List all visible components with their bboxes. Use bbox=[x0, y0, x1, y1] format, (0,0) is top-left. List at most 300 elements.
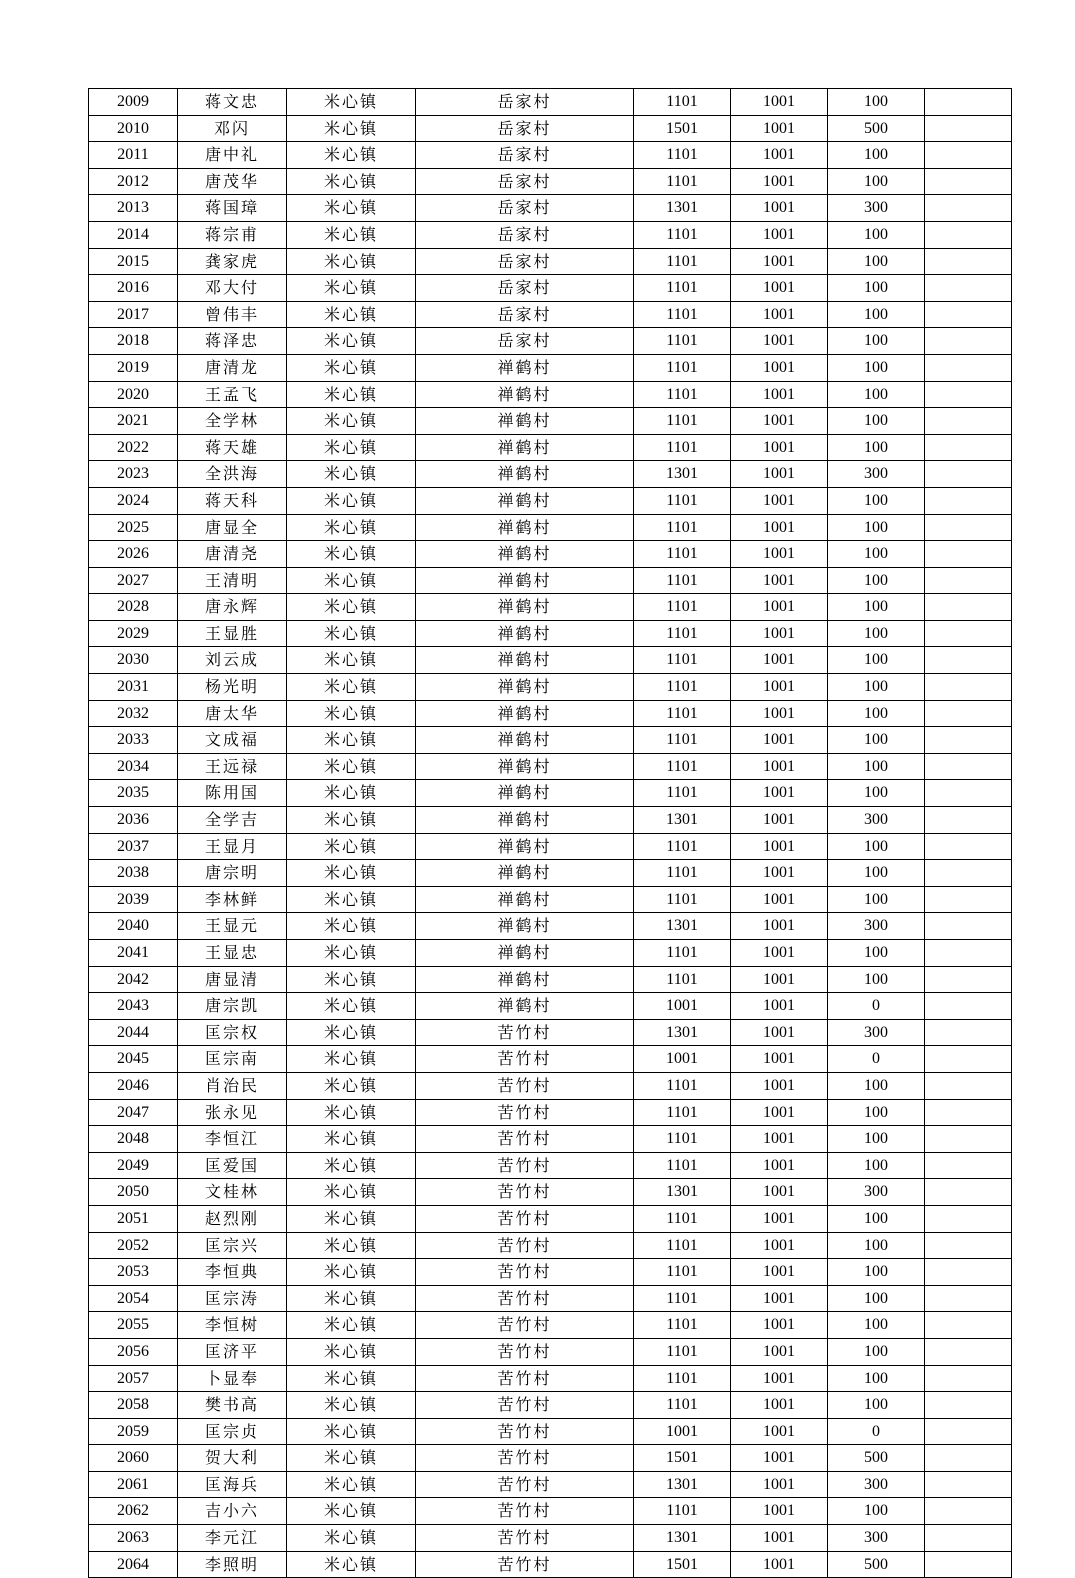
table-cell: 禅鹤村 bbox=[416, 434, 634, 461]
table-cell: 100 bbox=[828, 1365, 925, 1392]
table-row bbox=[89, 780, 1012, 807]
table-cell: 1001 bbox=[731, 913, 828, 940]
table-cell: 1001 bbox=[731, 142, 828, 169]
table-cell: 龚家虎 bbox=[178, 248, 287, 275]
table-cell bbox=[925, 1418, 1012, 1445]
table-cell: 1101 bbox=[634, 1498, 731, 1525]
table-cell: 全学林 bbox=[178, 408, 287, 435]
table-cell: 2025 bbox=[89, 514, 178, 541]
table-cell: 300 bbox=[828, 1525, 925, 1552]
table-cell: 全洪海 bbox=[178, 461, 287, 488]
table-cell: 苦竹村 bbox=[416, 1551, 634, 1578]
table-cell: 禅鹤村 bbox=[416, 780, 634, 807]
table-cell: 禅鹤村 bbox=[416, 487, 634, 514]
table-cell: 1001 bbox=[731, 434, 828, 461]
table-cell: 1001 bbox=[731, 833, 828, 860]
table-cell: 1101 bbox=[634, 221, 731, 248]
table-cell: 蒋国璋 bbox=[178, 195, 287, 222]
table-cell: 2049 bbox=[89, 1152, 178, 1179]
table-cell: 禅鹤村 bbox=[416, 567, 634, 594]
table-cell: 2055 bbox=[89, 1312, 178, 1339]
table-cell: 苦竹村 bbox=[416, 1525, 634, 1552]
table-cell: 禅鹤村 bbox=[416, 594, 634, 621]
table-cell: 匡济平 bbox=[178, 1338, 287, 1365]
table-cell: 2026 bbox=[89, 541, 178, 568]
table-cell: 2059 bbox=[89, 1418, 178, 1445]
table-row bbox=[89, 1126, 1012, 1153]
table-cell: 禅鹤村 bbox=[416, 461, 634, 488]
table-row bbox=[89, 1072, 1012, 1099]
table-cell: 苦竹村 bbox=[416, 1205, 634, 1232]
table-cell: 2015 bbox=[89, 248, 178, 275]
table-cell: 100 bbox=[828, 1392, 925, 1419]
table-cell: 100 bbox=[828, 1099, 925, 1126]
table-cell bbox=[925, 354, 1012, 381]
table-cell bbox=[925, 381, 1012, 408]
table-cell: 1001 bbox=[731, 1179, 828, 1206]
table-cell: 2020 bbox=[89, 381, 178, 408]
table-cell: 300 bbox=[828, 461, 925, 488]
table-row bbox=[89, 381, 1012, 408]
table-cell: 1001 bbox=[731, 674, 828, 701]
table-cell: 1001 bbox=[731, 354, 828, 381]
table-cell: 苦竹村 bbox=[416, 1232, 634, 1259]
table-cell: 100 bbox=[828, 301, 925, 328]
table-cell: 100 bbox=[828, 594, 925, 621]
table-cell: 李林鲜 bbox=[178, 886, 287, 913]
table-row bbox=[89, 647, 1012, 674]
table-cell: 岳家村 bbox=[416, 301, 634, 328]
table-cell: 2041 bbox=[89, 940, 178, 967]
table-row bbox=[89, 674, 1012, 701]
table-cell: 2027 bbox=[89, 567, 178, 594]
table-cell: 1001 bbox=[731, 115, 828, 142]
table-cell: 2052 bbox=[89, 1232, 178, 1259]
table-cell: 1001 bbox=[731, 886, 828, 913]
table-cell: 1101 bbox=[634, 89, 731, 116]
table-cell: 肖治民 bbox=[178, 1072, 287, 1099]
table-cell: 1001 bbox=[731, 700, 828, 727]
table-cell: 苦竹村 bbox=[416, 1471, 634, 1498]
table-cell bbox=[925, 461, 1012, 488]
table-cell bbox=[925, 647, 1012, 674]
table-cell: 100 bbox=[828, 487, 925, 514]
table-cell: 1001 bbox=[731, 1152, 828, 1179]
table-cell: 1101 bbox=[634, 328, 731, 355]
table-cell: 1101 bbox=[634, 142, 731, 169]
table-cell: 1001 bbox=[731, 381, 828, 408]
table-cell: 米心镇 bbox=[287, 381, 416, 408]
table-cell bbox=[925, 1525, 1012, 1552]
table-cell: 米心镇 bbox=[287, 221, 416, 248]
table-cell: 苦竹村 bbox=[416, 1365, 634, 1392]
table-cell: 苦竹村 bbox=[416, 1418, 634, 1445]
table-cell: 贺大利 bbox=[178, 1445, 287, 1472]
table-cell: 1001 bbox=[731, 1525, 828, 1552]
table-row bbox=[89, 142, 1012, 169]
table-cell: 100 bbox=[828, 940, 925, 967]
table-cell: 300 bbox=[828, 1179, 925, 1206]
table-cell: 米心镇 bbox=[287, 89, 416, 116]
table-cell: 2062 bbox=[89, 1498, 178, 1525]
table-cell bbox=[925, 966, 1012, 993]
table-cell: 匡海兵 bbox=[178, 1471, 287, 1498]
table-cell: 苦竹村 bbox=[416, 1152, 634, 1179]
table-cell: 米心镇 bbox=[287, 354, 416, 381]
table-cell: 1301 bbox=[634, 1525, 731, 1552]
table-cell: 2046 bbox=[89, 1072, 178, 1099]
table-cell bbox=[925, 434, 1012, 461]
table-row bbox=[89, 753, 1012, 780]
table-cell: 岳家村 bbox=[416, 89, 634, 116]
table-cell: 1101 bbox=[634, 1072, 731, 1099]
table-cell: 米心镇 bbox=[287, 1365, 416, 1392]
table-cell: 1101 bbox=[634, 1365, 731, 1392]
table-cell: 文桂林 bbox=[178, 1179, 287, 1206]
table-cell: 米心镇 bbox=[287, 1126, 416, 1153]
table-cell: 王显元 bbox=[178, 913, 287, 940]
table-cell: 曾伟丰 bbox=[178, 301, 287, 328]
table-row bbox=[89, 1365, 1012, 1392]
table-row bbox=[89, 1338, 1012, 1365]
table-cell bbox=[925, 301, 1012, 328]
table-cell: 500 bbox=[828, 115, 925, 142]
table-cell bbox=[925, 860, 1012, 887]
table-cell: 李恒江 bbox=[178, 1126, 287, 1153]
table-cell: 2021 bbox=[89, 408, 178, 435]
table-row bbox=[89, 487, 1012, 514]
table-cell: 1101 bbox=[634, 514, 731, 541]
table-cell: 2031 bbox=[89, 674, 178, 701]
table-cell: 1001 bbox=[731, 195, 828, 222]
table-row bbox=[89, 1471, 1012, 1498]
table-cell: 1001 bbox=[731, 275, 828, 302]
table-row bbox=[89, 1445, 1012, 1472]
table-cell: 1101 bbox=[634, 700, 731, 727]
table-cell: 0 bbox=[828, 993, 925, 1020]
table-cell: 王显忠 bbox=[178, 940, 287, 967]
table-cell: 岳家村 bbox=[416, 275, 634, 302]
table-cell bbox=[925, 833, 1012, 860]
table-cell: 1001 bbox=[731, 487, 828, 514]
table-cell: 岳家村 bbox=[416, 168, 634, 195]
table-cell: 1101 bbox=[634, 1126, 731, 1153]
table-cell: 米心镇 bbox=[287, 940, 416, 967]
table-cell: 2056 bbox=[89, 1338, 178, 1365]
table-cell bbox=[925, 807, 1012, 834]
table-cell: 全学吉 bbox=[178, 807, 287, 834]
table-cell: 张永见 bbox=[178, 1099, 287, 1126]
table-cell: 1001 bbox=[731, 567, 828, 594]
table-cell: 唐永辉 bbox=[178, 594, 287, 621]
table-cell: 1301 bbox=[634, 913, 731, 940]
table-cell: 米心镇 bbox=[287, 1551, 416, 1578]
table-cell: 2024 bbox=[89, 487, 178, 514]
table-cell: 樊书高 bbox=[178, 1392, 287, 1419]
table-cell: 1001 bbox=[731, 647, 828, 674]
table-cell: 米心镇 bbox=[287, 993, 416, 1020]
table-cell: 2048 bbox=[89, 1126, 178, 1153]
table-row bbox=[89, 1392, 1012, 1419]
table-row bbox=[89, 1019, 1012, 1046]
table-cell: 1101 bbox=[634, 647, 731, 674]
table-cell: 1101 bbox=[634, 275, 731, 302]
table-row bbox=[89, 1046, 1012, 1073]
table-cell: 禅鹤村 bbox=[416, 807, 634, 834]
table-cell: 2060 bbox=[89, 1445, 178, 1472]
table-row bbox=[89, 1551, 1012, 1578]
table-cell: 岳家村 bbox=[416, 221, 634, 248]
table-cell: 1101 bbox=[634, 1099, 731, 1126]
table-cell: 2032 bbox=[89, 700, 178, 727]
table-cell: 唐清龙 bbox=[178, 354, 287, 381]
table-cell: 1301 bbox=[634, 195, 731, 222]
table-cell bbox=[925, 1072, 1012, 1099]
table-cell: 2034 bbox=[89, 753, 178, 780]
table-cell: 100 bbox=[828, 700, 925, 727]
table-cell: 苦竹村 bbox=[416, 1046, 634, 1073]
table-cell: 100 bbox=[828, 1285, 925, 1312]
table-cell: 李恒树 bbox=[178, 1312, 287, 1339]
table-cell: 100 bbox=[828, 168, 925, 195]
table-cell: 1101 bbox=[634, 168, 731, 195]
table-row bbox=[89, 1205, 1012, 1232]
table-cell bbox=[925, 753, 1012, 780]
table-row bbox=[89, 1525, 1012, 1552]
table-cell: 1001 bbox=[731, 594, 828, 621]
table-cell: 1001 bbox=[731, 1445, 828, 1472]
table-cell: 米心镇 bbox=[287, 195, 416, 222]
table-cell: 1101 bbox=[634, 487, 731, 514]
table-cell bbox=[925, 142, 1012, 169]
table-cell: 1001 bbox=[731, 248, 828, 275]
table-cell: 1001 bbox=[731, 1312, 828, 1339]
table-row bbox=[89, 408, 1012, 435]
table-row bbox=[89, 1312, 1012, 1339]
table-cell: 米心镇 bbox=[287, 1259, 416, 1286]
table-cell: 1001 bbox=[731, 993, 828, 1020]
table-cell: 米心镇 bbox=[287, 966, 416, 993]
table-cell: 1001 bbox=[731, 940, 828, 967]
table-cell: 500 bbox=[828, 1445, 925, 1472]
table-row bbox=[89, 461, 1012, 488]
table-cell: 2058 bbox=[89, 1392, 178, 1419]
table-cell: 杨光明 bbox=[178, 674, 287, 701]
table-row bbox=[89, 89, 1012, 116]
table-row bbox=[89, 833, 1012, 860]
table-cell: 1001 bbox=[731, 328, 828, 355]
table-cell: 300 bbox=[828, 807, 925, 834]
table-cell: 米心镇 bbox=[287, 168, 416, 195]
table-cell: 赵烈刚 bbox=[178, 1205, 287, 1232]
table-cell: 1001 bbox=[731, 1259, 828, 1286]
table-cell: 王清明 bbox=[178, 567, 287, 594]
table-cell bbox=[925, 115, 1012, 142]
table-cell: 100 bbox=[828, 833, 925, 860]
table-cell: 2042 bbox=[89, 966, 178, 993]
table-cell: 1101 bbox=[634, 1338, 731, 1365]
table-cell: 2023 bbox=[89, 461, 178, 488]
table-cell: 1101 bbox=[634, 940, 731, 967]
table-cell bbox=[925, 1285, 1012, 1312]
table-cell bbox=[925, 248, 1012, 275]
table-cell: 1001 bbox=[731, 1046, 828, 1073]
table-cell: 1101 bbox=[634, 1259, 731, 1286]
table-cell: 1101 bbox=[634, 1205, 731, 1232]
table-cell bbox=[925, 275, 1012, 302]
table-cell: 米心镇 bbox=[287, 647, 416, 674]
table-body bbox=[89, 89, 1012, 1578]
table-cell: 蒋宗甫 bbox=[178, 221, 287, 248]
table-cell: 禅鹤村 bbox=[416, 940, 634, 967]
table-cell: 1101 bbox=[634, 301, 731, 328]
table-cell: 1101 bbox=[634, 434, 731, 461]
table-cell: 2061 bbox=[89, 1471, 178, 1498]
table-cell: 李恒典 bbox=[178, 1259, 287, 1286]
table-cell: 100 bbox=[828, 434, 925, 461]
table-cell: 唐中礼 bbox=[178, 142, 287, 169]
table-cell: 1001 bbox=[731, 541, 828, 568]
table-cell: 1101 bbox=[634, 966, 731, 993]
table-cell: 米心镇 bbox=[287, 1392, 416, 1419]
table-cell: 米心镇 bbox=[287, 301, 416, 328]
table-cell bbox=[925, 674, 1012, 701]
table-cell: 王显胜 bbox=[178, 620, 287, 647]
table-cell: 苦竹村 bbox=[416, 1445, 634, 1472]
table-cell: 2016 bbox=[89, 275, 178, 302]
table-cell: 唐茂华 bbox=[178, 168, 287, 195]
table-row bbox=[89, 1179, 1012, 1206]
table-cell bbox=[925, 940, 1012, 967]
table-cell: 100 bbox=[828, 354, 925, 381]
table-cell bbox=[925, 1312, 1012, 1339]
table-cell: 1101 bbox=[634, 727, 731, 754]
table-row bbox=[89, 886, 1012, 913]
table-cell: 2043 bbox=[89, 993, 178, 1020]
table-cell: 2017 bbox=[89, 301, 178, 328]
table-cell: 米心镇 bbox=[287, 1418, 416, 1445]
table-cell: 100 bbox=[828, 727, 925, 754]
table-row bbox=[89, 301, 1012, 328]
table-cell bbox=[925, 1445, 1012, 1472]
table-cell: 禅鹤村 bbox=[416, 700, 634, 727]
table-cell: 1301 bbox=[634, 461, 731, 488]
table-cell: 米心镇 bbox=[287, 886, 416, 913]
table-cell: 100 bbox=[828, 647, 925, 674]
table-cell: 1001 bbox=[731, 1126, 828, 1153]
table-cell: 1001 bbox=[731, 1471, 828, 1498]
table-row bbox=[89, 221, 1012, 248]
table-cell: 1101 bbox=[634, 1392, 731, 1419]
table-cell: 米心镇 bbox=[287, 753, 416, 780]
table-cell bbox=[925, 1205, 1012, 1232]
table-cell: 米心镇 bbox=[287, 594, 416, 621]
table-cell: 1001 bbox=[634, 1418, 731, 1445]
table-cell bbox=[925, 195, 1012, 222]
table-cell: 2009 bbox=[89, 89, 178, 116]
table-cell: 米心镇 bbox=[287, 1338, 416, 1365]
table-cell: 王显月 bbox=[178, 833, 287, 860]
table-cell: 100 bbox=[828, 674, 925, 701]
table-cell: 2037 bbox=[89, 833, 178, 860]
table-cell: 1001 bbox=[731, 168, 828, 195]
table-cell: 1001 bbox=[731, 860, 828, 887]
table-cell: 米心镇 bbox=[287, 328, 416, 355]
table-cell: 100 bbox=[828, 620, 925, 647]
table-cell: 1101 bbox=[634, 248, 731, 275]
table-row bbox=[89, 168, 1012, 195]
table-cell bbox=[925, 514, 1012, 541]
table-row bbox=[89, 913, 1012, 940]
table-cell: 2012 bbox=[89, 168, 178, 195]
table-cell: 匡宗南 bbox=[178, 1046, 287, 1073]
table-cell: 2057 bbox=[89, 1365, 178, 1392]
table-cell: 1501 bbox=[634, 1551, 731, 1578]
table-cell: 100 bbox=[828, 248, 925, 275]
table-cell: 2010 bbox=[89, 115, 178, 142]
table-row bbox=[89, 248, 1012, 275]
table-cell: 米心镇 bbox=[287, 1099, 416, 1126]
table-row bbox=[89, 1099, 1012, 1126]
table-cell: 米心镇 bbox=[287, 248, 416, 275]
table-row bbox=[89, 860, 1012, 887]
table-cell: 禅鹤村 bbox=[416, 727, 634, 754]
table-cell bbox=[925, 541, 1012, 568]
table-cell: 苦竹村 bbox=[416, 1285, 634, 1312]
table-row bbox=[89, 1232, 1012, 1259]
table-cell: 2063 bbox=[89, 1525, 178, 1552]
table-cell: 米心镇 bbox=[287, 674, 416, 701]
table-cell: 100 bbox=[828, 567, 925, 594]
table-row bbox=[89, 807, 1012, 834]
table-cell: 米心镇 bbox=[287, 1471, 416, 1498]
table-cell: 米心镇 bbox=[287, 860, 416, 887]
table-cell: 禅鹤村 bbox=[416, 408, 634, 435]
table-cell: 100 bbox=[828, 221, 925, 248]
table-cell bbox=[925, 221, 1012, 248]
table-cell: 1001 bbox=[731, 1392, 828, 1419]
table-cell: 2038 bbox=[89, 860, 178, 887]
table-cell bbox=[925, 168, 1012, 195]
table-cell: 1101 bbox=[634, 1152, 731, 1179]
table-cell: 1001 bbox=[731, 780, 828, 807]
table-cell: 2045 bbox=[89, 1046, 178, 1073]
table-row bbox=[89, 1152, 1012, 1179]
table-cell: 2030 bbox=[89, 647, 178, 674]
table-cell: 1001 bbox=[731, 221, 828, 248]
table-cell: 2011 bbox=[89, 142, 178, 169]
table-cell bbox=[925, 594, 1012, 621]
table-cell: 1001 bbox=[731, 1365, 828, 1392]
table-cell: 文成福 bbox=[178, 727, 287, 754]
table-cell: 1501 bbox=[634, 1445, 731, 1472]
table-cell: 米心镇 bbox=[287, 1445, 416, 1472]
table-cell: 0 bbox=[828, 1046, 925, 1073]
table-cell: 2064 bbox=[89, 1551, 178, 1578]
table-cell: 100 bbox=[828, 753, 925, 780]
table-cell: 1001 bbox=[731, 1099, 828, 1126]
table-cell bbox=[925, 1471, 1012, 1498]
table-cell: 1001 bbox=[731, 807, 828, 834]
table-cell: 2054 bbox=[89, 1285, 178, 1312]
table-cell: 吉小六 bbox=[178, 1498, 287, 1525]
table-cell: 1301 bbox=[634, 807, 731, 834]
table-cell: 100 bbox=[828, 1126, 925, 1153]
table-cell: 1001 bbox=[731, 1285, 828, 1312]
table-cell: 1101 bbox=[634, 780, 731, 807]
table-cell: 苦竹村 bbox=[416, 1259, 634, 1286]
table-cell: 米心镇 bbox=[287, 142, 416, 169]
